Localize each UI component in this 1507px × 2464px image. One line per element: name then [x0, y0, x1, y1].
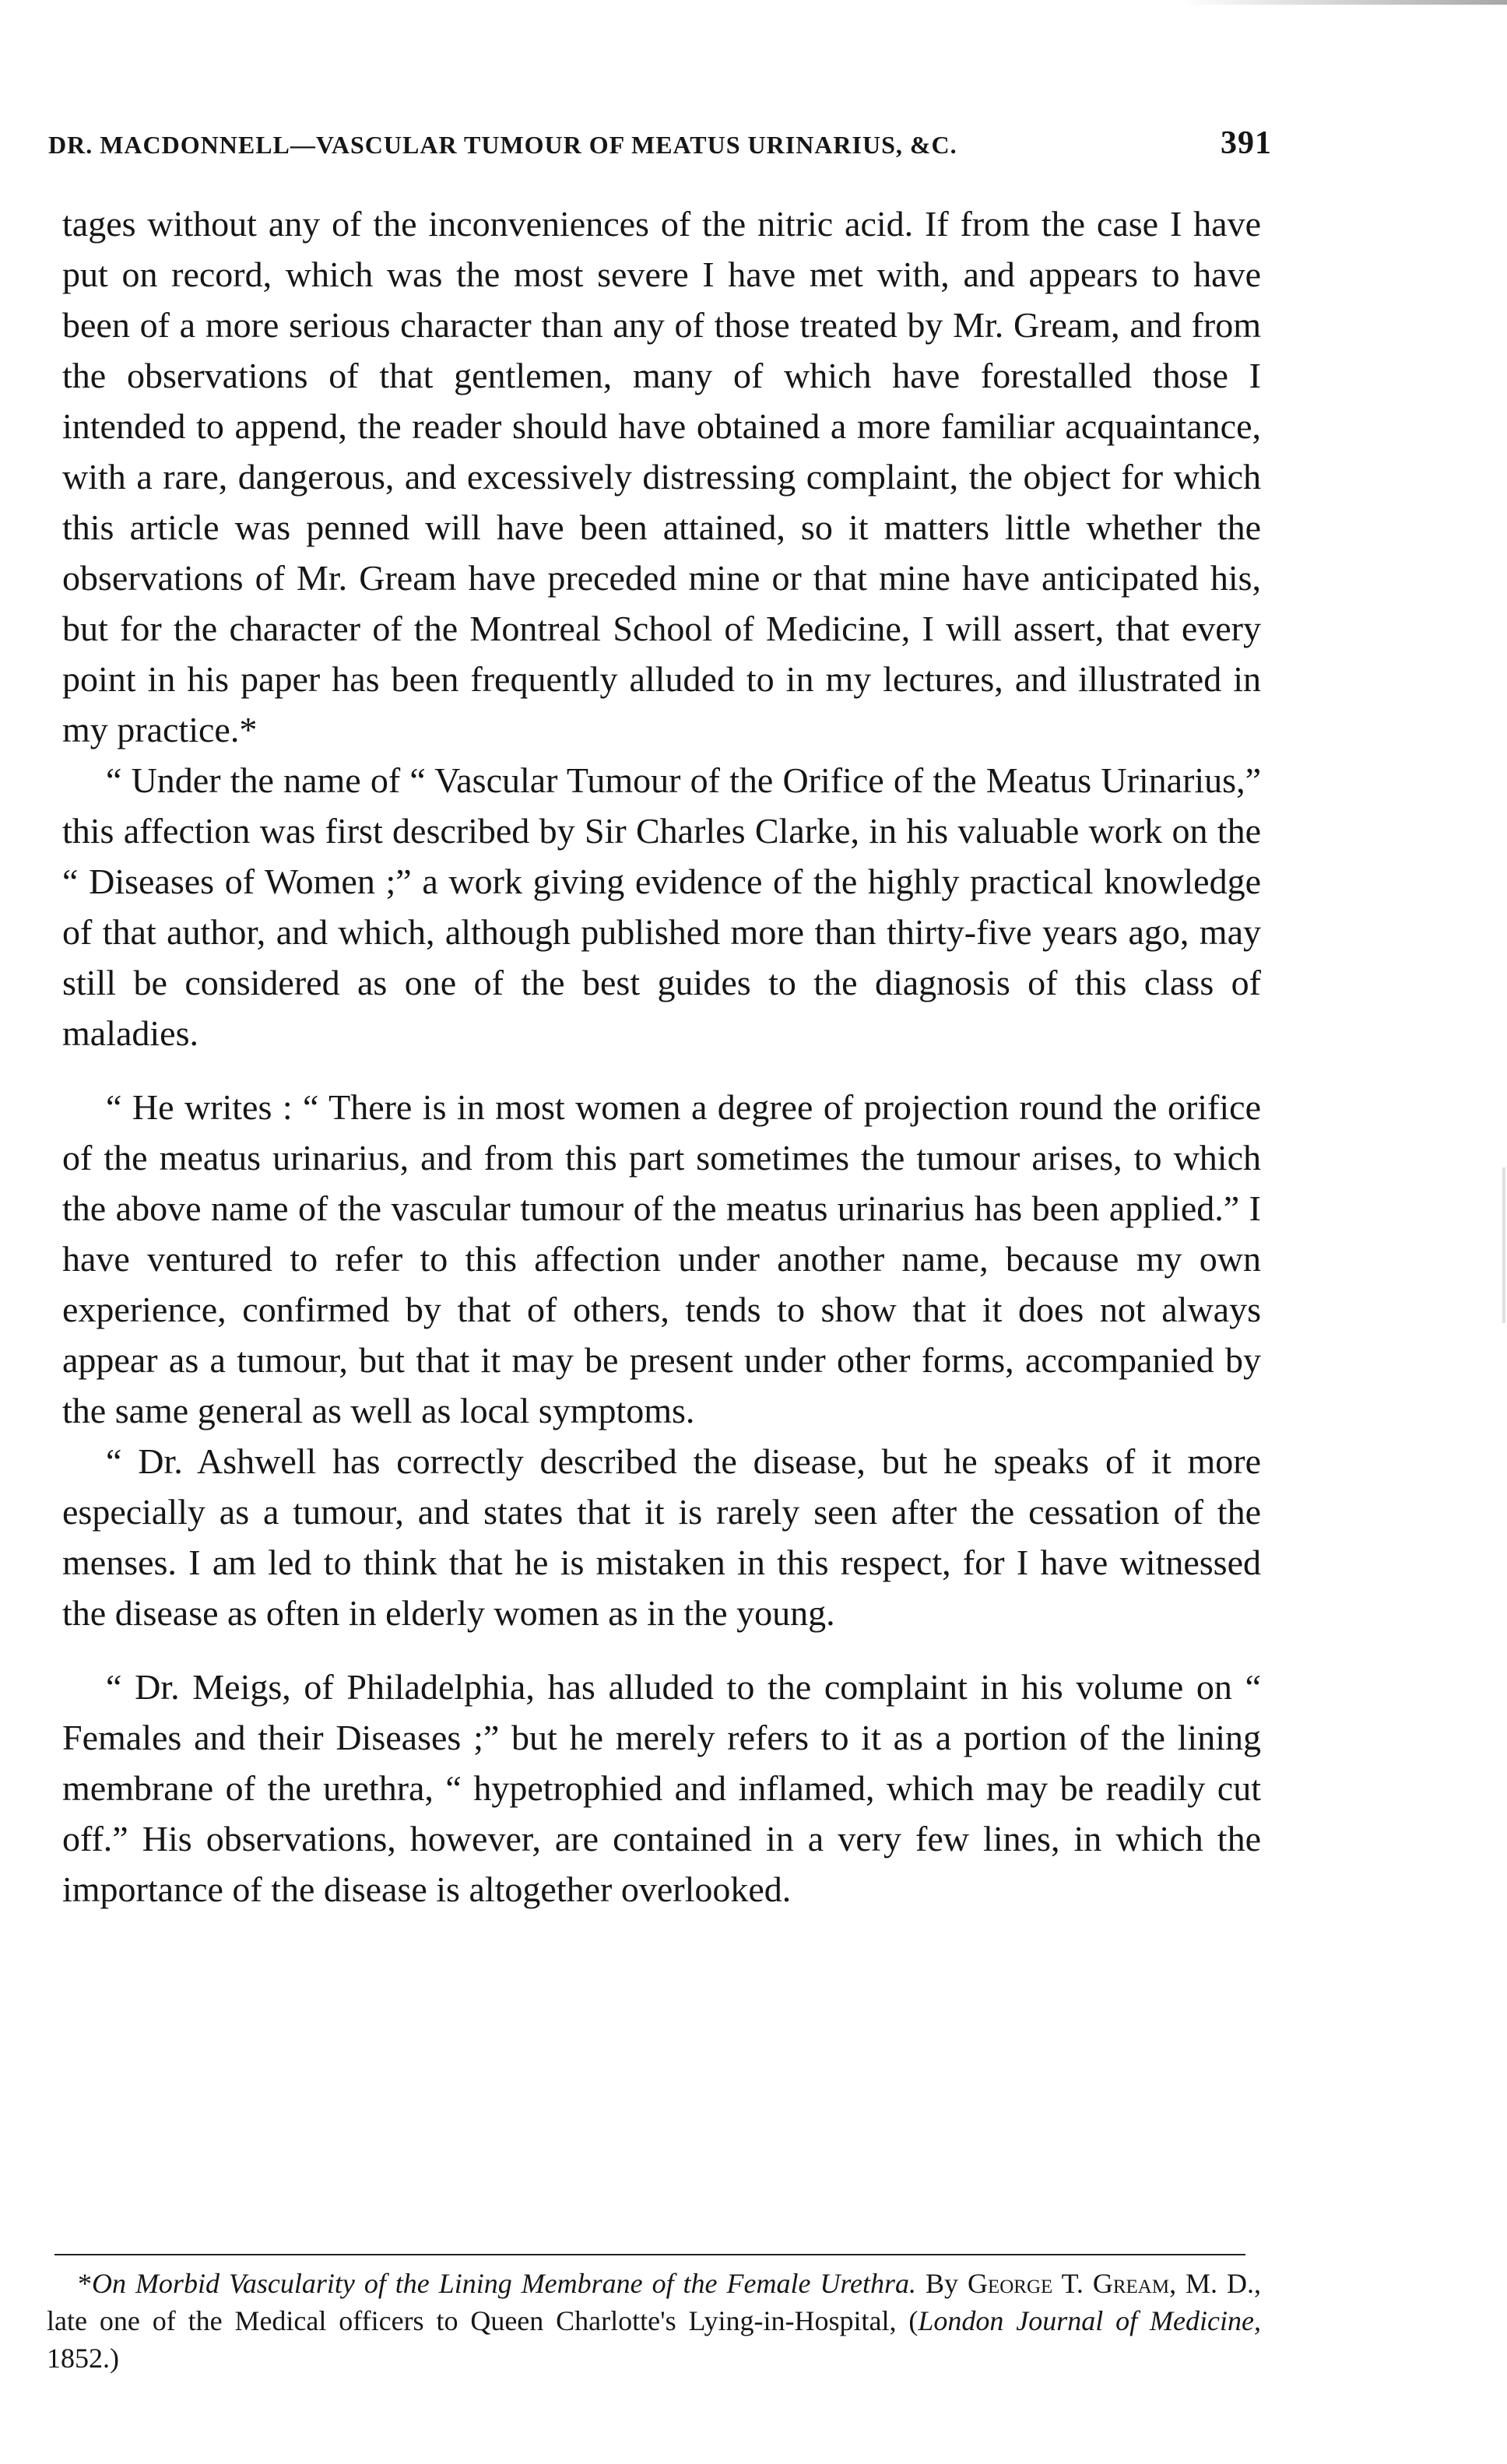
- footnote-mark: *: [78, 2268, 92, 2299]
- footnote-text: [47, 2265, 1261, 2377]
- paragraph-5: “ Dr. Meigs, of Philadelphia, has alluded to the complaint in his volume on “ Females and their Diseases ;” but he merely refers to it as a portion of the lining membrane of the urethra, “ hypetrophied and inflamed, which may be readily cut off.” His observations, however, are contained in a very few lines, in which the importance of the disease is altogether overlooked.: [62, 1667, 1261, 1909]
- footnote-credentials: M. D., late one of the Medical officers to Queen Charlotte's Lying-in-Hospital,: [47, 2268, 1262, 2336]
- footnote-source: London Journal of Medicine,: [918, 2305, 1261, 2336]
- page-number: 391: [1221, 125, 1272, 161]
- paragraph-2: “ Under the name of “ Vascular Tumour of the Orifice of the Meatus Urinarius,” this affection was first described by Sir Charles Clarke, in his valuable work on the “ Diseases of Women ;” a work giving evidence of the highly practical knowledge of that author, and which, although published more than thirty-five years ago, may still be considered as one of the best guides to the diagnosis of this class of maladies.: [62, 760, 1261, 1053]
- footnote-source-open: (: [908, 2305, 919, 2336]
- scan-edge-shadow: [1180, 0, 1507, 5]
- scan-edge-mark: [1502, 1167, 1505, 1323]
- paragraph-3: “ He writes : “ There is in most women a degree of projection round the orifice of the meatus urinarius, and from this part sometimes the tumour arises, to which the above name of the vascular tumour of the meatus urinarius has been applied.” I have ventured to refer to this affection under another name, because my own experience, confirmed by that of others, tends to show that it does not always appear as a tumour, but that it may be present under other forms, accompanied by the same general as well as local symptoms.: [62, 1087, 1261, 1430]
- footnote-by: By: [926, 2268, 959, 2299]
- running-head-title: DR. MACDONNELL—VASCULAR TUMOUR OF MEATUS URINARIUS, &C.: [48, 131, 957, 159]
- footnote-year: 1852.): [47, 2343, 119, 2374]
- footnote: [47, 2265, 1261, 2377]
- footnote-rule: [54, 2254, 1245, 2255]
- body-text: [62, 198, 1261, 1915]
- running-head: [48, 125, 1272, 162]
- paragraph-1: tages without any of the inconveniences of the nitric acid. If from the case I have put on record, which was the most severe I have met with, and appears to have been of a more serious character than any of those treated by Mr. Gream, and from the observations of that gentlemen, many of which have forestalled those I intended to append, the reader should have obtained a more familiar acquaintance, with a rare, dangerous, and excessively distressing complaint, the object for which this article was penned will have been attained, so it matters little whether the observations of Mr. Gream have preceded mine or that mine have anticipated his, but for the character of the Montreal School of Medicine, I will assert, that every point in his paper has been frequently alluded to in my lectures, and illustrated in my practice.*: [62, 204, 1261, 749]
- footnote-title: On Morbid Vascularity of the Lining Membrane of the Female Urethra.: [92, 2268, 917, 2299]
- paragraph-4: “ Dr. Ashwell has correctly described the disease, but he speaks of it more especially as a tumour, and states that it is rarely seen after the cessation of the menses. I am led to think that he is mistaken in this respect, for I have witnessed the disease as often in elderly women as in the young.: [62, 1441, 1261, 1633]
- footnote-author: George T. Gream,: [967, 2268, 1177, 2299]
